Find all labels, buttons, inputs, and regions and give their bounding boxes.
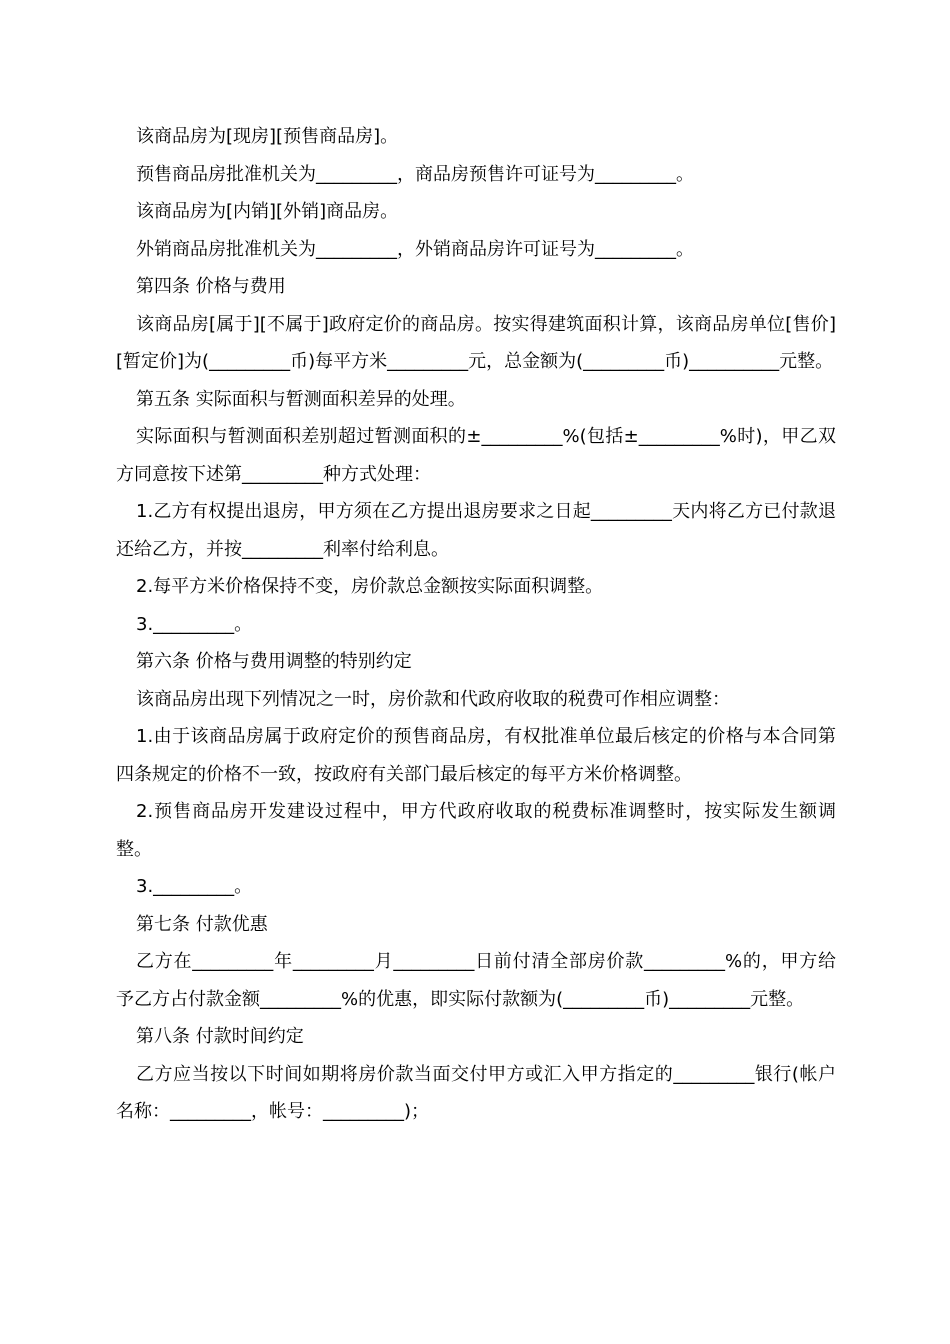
list-item: 1.由于该商品房属于政府定价的预售商品房，有权批准单位最后核定的价格与本合同第四条规定的价格不一致，按政府有关部门最后核定的每平方米价格调整。 [116, 726, 836, 785]
paragraph: 该商品房出现下列情况之一时，房价款和代政府收取的税费可作相应调整： [136, 688, 730, 710]
paragraph: 预售商品房批准机关为_________，商品房预售许可证号为_________。 [136, 163, 694, 185]
paragraph: 乙方应当按以下时间如期将房价款当面交付甲方或汇入甲方指定的_________银行(帐户名称：_________，帐号：_________)； [116, 1063, 836, 1122]
section-heading: 第五条 实际面积与暂测面积差异的处理。 [136, 388, 466, 410]
document-page [116, 118, 836, 1131]
section-heading: 第七条 付款优惠 [136, 913, 268, 935]
list-item: 1.乙方有权提出退房，甲方须在乙方提出退房要求之日起_________天内将乙方已付款退还给乙方，并按_________利率付给利息。 [116, 501, 836, 560]
section-heading: 第四条 价格与费用 [136, 276, 286, 297]
list-item: 3._________。 [136, 876, 253, 897]
paragraph: 该商品房为[内销][外销]商品房。 [136, 201, 399, 222]
list-item: 3._________。 [136, 613, 253, 635]
paragraph: 实际面积与暂测面积差别超过暂测面积的±_________%(包括±_________%时)，甲乙双方同意按下述第_________种方式处理： [116, 426, 836, 485]
paragraph: 乙方在_________年_________月_________日前付清全部房价款_________%的，甲方给予乙方占付款金额_________%的优惠，即实际付款额为(_________币)_________元整。 [116, 951, 836, 1010]
paragraph: 该商品房为[现房][预售商品房]。 [136, 126, 399, 147]
list-item: 2.预售商品房开发建设过程中，甲方代政府收取的税费标准调整时，按实际发生额调整。 [116, 801, 836, 860]
section-heading: 第八条 付款时间约定 [136, 1026, 304, 1047]
section-heading: 第六条 价格与费用调整的特别约定 [136, 651, 412, 672]
paragraph: 该商品房[属于][不属于]政府定价的商品房。按实得建筑面积计算，该商品房单位[售价][暂定价]为(_________币)每平方米_________元，总金额为(_________币)__________元整。 [116, 313, 836, 372]
paragraph: 外销商品房批准机关为_________，外销商品房许可证号为_________。 [136, 238, 694, 260]
list-item: 2.每平方米价格保持不变，房价款总金额按实际面积调整。 [136, 576, 604, 597]
